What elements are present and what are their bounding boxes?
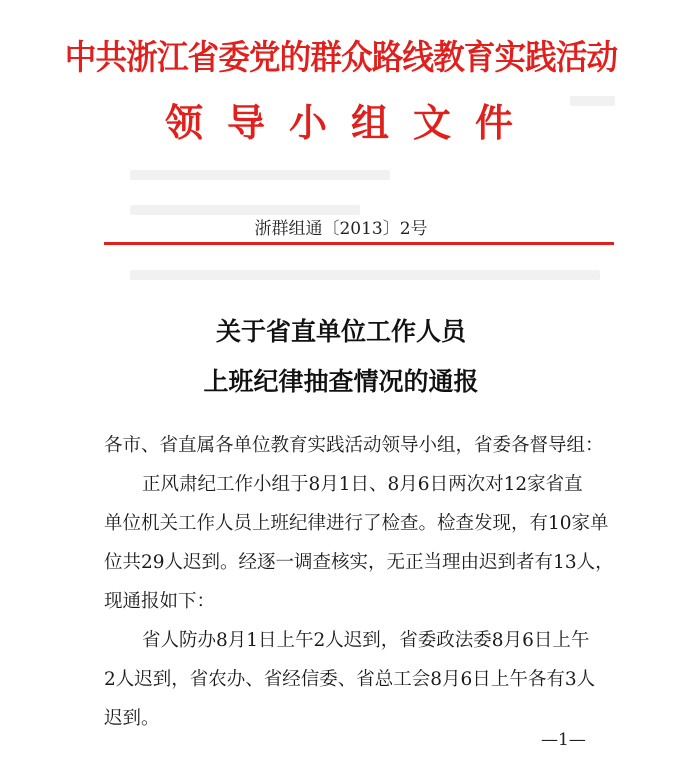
page-number: —1— (541, 730, 586, 750)
body-line: 现通报如下： (104, 591, 216, 612)
salutation: 各市、省直属各单位教育实践活动领导小组，省委各督导组： (104, 435, 604, 456)
header-divider (104, 242, 614, 245)
body-line: 位共29人迟到。经逐一调查核实，无正当理由迟到者有13人， (104, 552, 614, 573)
subject-title-line: 关于省直单位工作人员 (215, 317, 466, 346)
bleed-through-mark (130, 170, 390, 180)
bleed-through-mark (130, 270, 600, 280)
body-line: 迟到。 (104, 708, 160, 729)
body-line: 正风肃纪工作小组于8月1日、8月6日两次对12家省直 (142, 474, 583, 495)
document-number: 浙群组通〔2013〕2号 (254, 219, 428, 239)
document-header-subtitle: 领导小组文件 (164, 100, 537, 145)
document-header-title: 中共浙江省委党的群众路线教育实践活动 (64, 38, 618, 78)
subject-title-line: 上班纪律抽查情况的通报 (203, 367, 479, 396)
body-line: 2人迟到，省农办、省经信委、省总工会8月6日上午各有3人 (104, 669, 596, 690)
body-line: 单位机关工作人员上班纪律进行了检查。检查发现，有10家单 (104, 513, 609, 534)
body-line: 省人防办8月1日上午2人迟到，省委政法委8月6日上午 (142, 630, 590, 651)
